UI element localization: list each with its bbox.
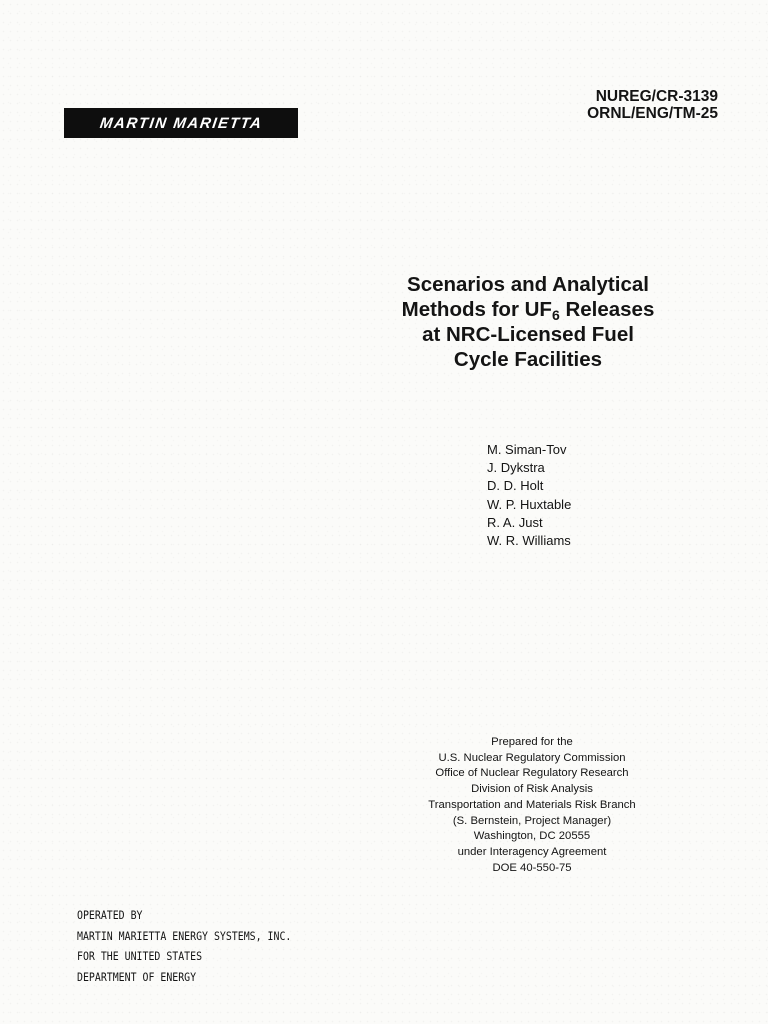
prepared-for-line: under Interagency Agreement	[457, 845, 607, 858]
operated-by-line: FOR THE UNITED STATES	[77, 949, 203, 964]
title-subscript: 6	[551, 307, 560, 323]
martin-marietta-logo	[64, 108, 298, 138]
report-number-nureg: NUREG/CR-3139	[595, 88, 718, 105]
title-line-2	[380, 297, 676, 322]
report-number-ornl: ORNL/ENG/TM-25	[587, 105, 718, 122]
report-numbers	[587, 88, 718, 122]
author-name: D. D. Holt	[487, 478, 544, 494]
author-list	[487, 441, 571, 550]
author-name: R. A. Just	[487, 514, 543, 530]
operated-by-line: DEPARTMENT OF ENERGY	[77, 969, 197, 984]
title-line-2-end: Releases	[559, 298, 655, 321]
title-line-1: Scenarios and Analytical	[407, 273, 649, 296]
prepared-for-line: Prepared for the	[491, 736, 573, 748]
author-name: W. P. Huxtable	[487, 496, 572, 512]
title-line-3: at NRC-Licensed Fuel	[422, 323, 634, 346]
operated-by-line: OPERATED BY	[77, 908, 143, 922]
prepared-for-line: Washington, DC 20555	[473, 830, 591, 843]
operated-by-block	[77, 905, 291, 987]
prepared-for-line: Division of Risk Analysis	[471, 783, 593, 796]
report-title	[380, 272, 676, 372]
author-name: M. Siman-Tov	[487, 442, 567, 457]
operated-by-line: MARTIN MARIETTA ENERGY SYSTEMS, INC.	[77, 928, 292, 943]
prepared-for-line: Transportation and Materials Risk Branch	[428, 798, 636, 811]
author-name: W. R. Williams	[487, 533, 571, 549]
prepared-for-line: DOE 40-550-75	[492, 861, 572, 874]
author-name: J. Dykstra	[487, 460, 545, 476]
title-line-4: Cycle Facilities	[453, 348, 603, 371]
logo-text: MARTIN MARIETTA	[98, 114, 264, 132]
prepared-for-line: (S. Bernstein, Project Manager)	[452, 814, 612, 827]
prepared-for-line: U.S. Nuclear Regulatory Commission	[438, 751, 626, 764]
title-line-2-start: Methods for UF	[401, 298, 552, 321]
prepared-for-line: Office of Nuclear Regulatory Research	[435, 767, 629, 780]
prepared-for-block	[416, 735, 648, 876]
